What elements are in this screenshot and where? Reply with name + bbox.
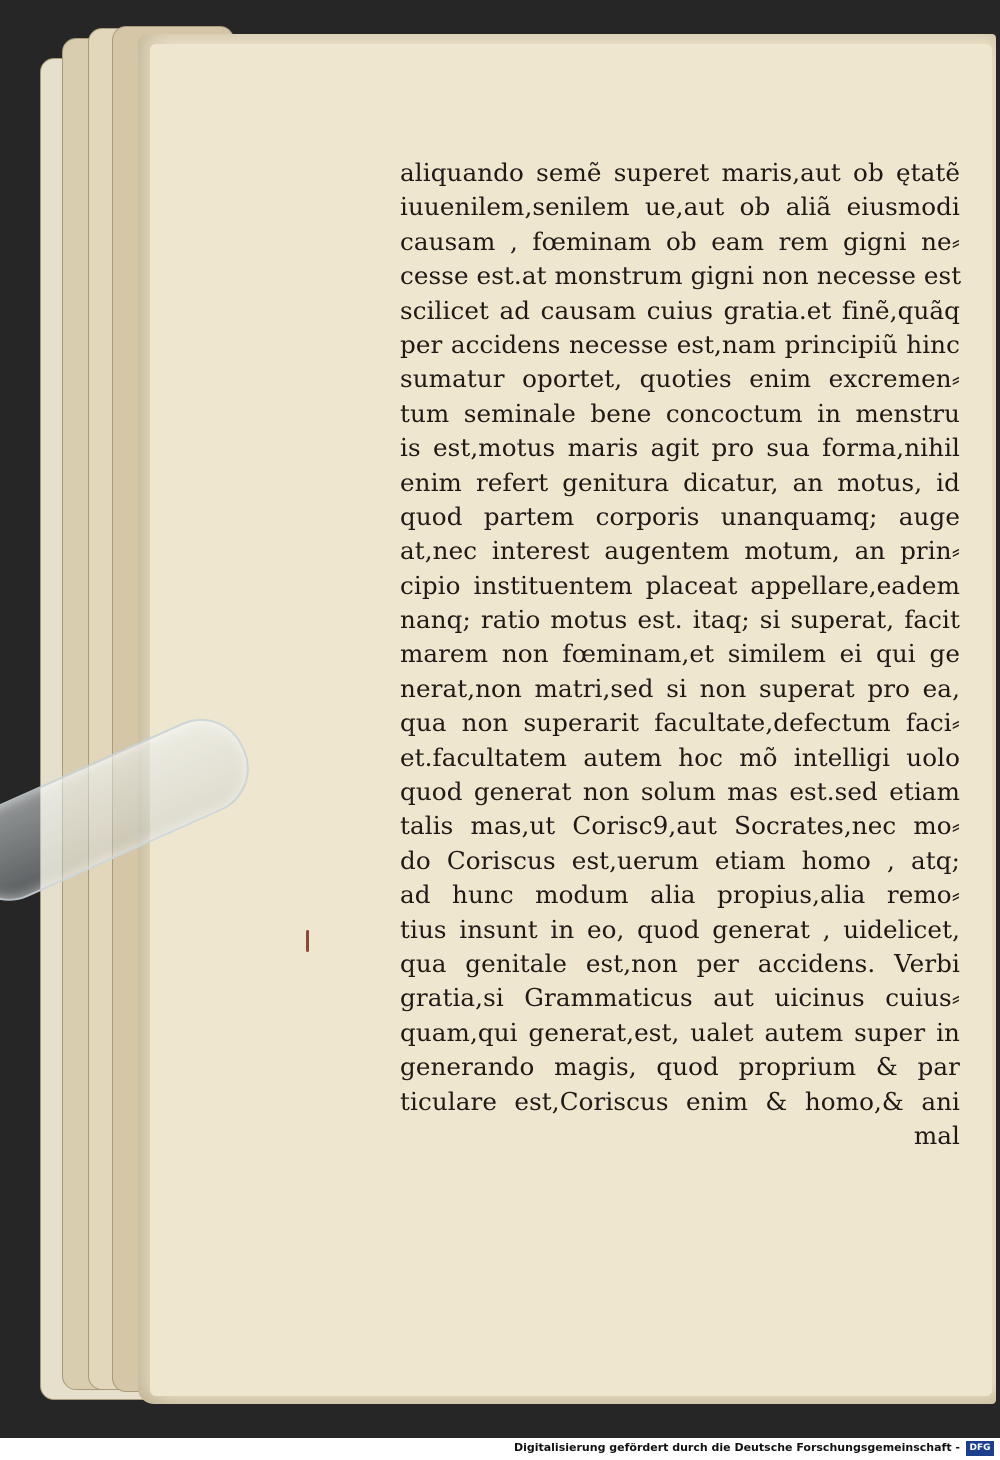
text-line: talis mas,ut Corisc9,aut Socrates,nec mo⸗ [400,811,960,841]
ink-mark [306,930,309,952]
text-line: scilicet ad causam cuius gratia.et finẽ,quãq [400,295,960,325]
footer-bar [0,1438,1000,1460]
dfg-logo-icon: DFG [966,1441,994,1456]
text-line: quam,qui generat,est, ualet autem super in [400,1017,960,1047]
text-line: quod generat non solum mas est.sed etiam [400,777,960,807]
text-line: qua genitale est,non per accidens. Verbi [400,948,960,978]
text-line: cipio instituentem placeat appellare,eadem [400,570,960,600]
text-line: tum seminale bene concoctum in menstru [400,398,960,428]
text-line: cesse est.at monstrum gigni non necesse est [400,261,962,291]
text-line: qua non superarit facultate,defectum faci⸗ [400,708,960,738]
text-line: ticulare est,Coriscus enim & homo,& ani [400,1086,960,1116]
funding-credit: Digitalisierung gefördert durch die Deutsche Forschungsgemeinschaft - [513,1441,960,1454]
text-line: tius insunt in eo, quod generat , uidelicet, [400,914,960,944]
text-line: gratia,si Grammaticus aut uicinus cuius⸗ [400,983,960,1013]
text-line: nanq; ratio motus est. itaq; si superat, facit [400,605,960,635]
text-line: marem non fœminam,et similem ei qui ge [400,639,960,669]
text-line: enim refert genitura dicatur, an motus, id [400,467,960,497]
text-line: sumatur oportet, quoties enim excremen⸗ [400,364,960,394]
text-line: quod partem corporis unanquamq; auge [400,501,960,531]
text-line: iuuenilem,senilem ue,aut ob aliã eiusmodi [400,192,960,222]
text-line: causam , fœminam ob eam rem gigni ne⸗ [400,226,960,256]
text-line: nerat,non matri,sed si non superat pro ea, [400,673,960,703]
page-text [400,156,960,1153]
text-line: at,nec interest augentem motum, an prin⸗ [400,536,960,566]
catchword: mal [913,1120,960,1150]
text-line: et.facultatem autem hoc mõ intelligi uolo [400,742,960,772]
text-line: ad hunc modum alia propius,alia remo⸗ [400,880,960,910]
text-line: generando magis, quod proprium & par [400,1052,960,1082]
text-line: per accidens necesse est,nam principiũ hinc [400,329,960,359]
text-line: is est,motus maris agit pro sua forma,nihil [400,433,960,463]
text-line: aliquando semẽ superet maris,aut ob ętatẽ [400,158,960,187]
text-line: do Coriscus est,uerum etiam homo , atq; [400,845,960,875]
